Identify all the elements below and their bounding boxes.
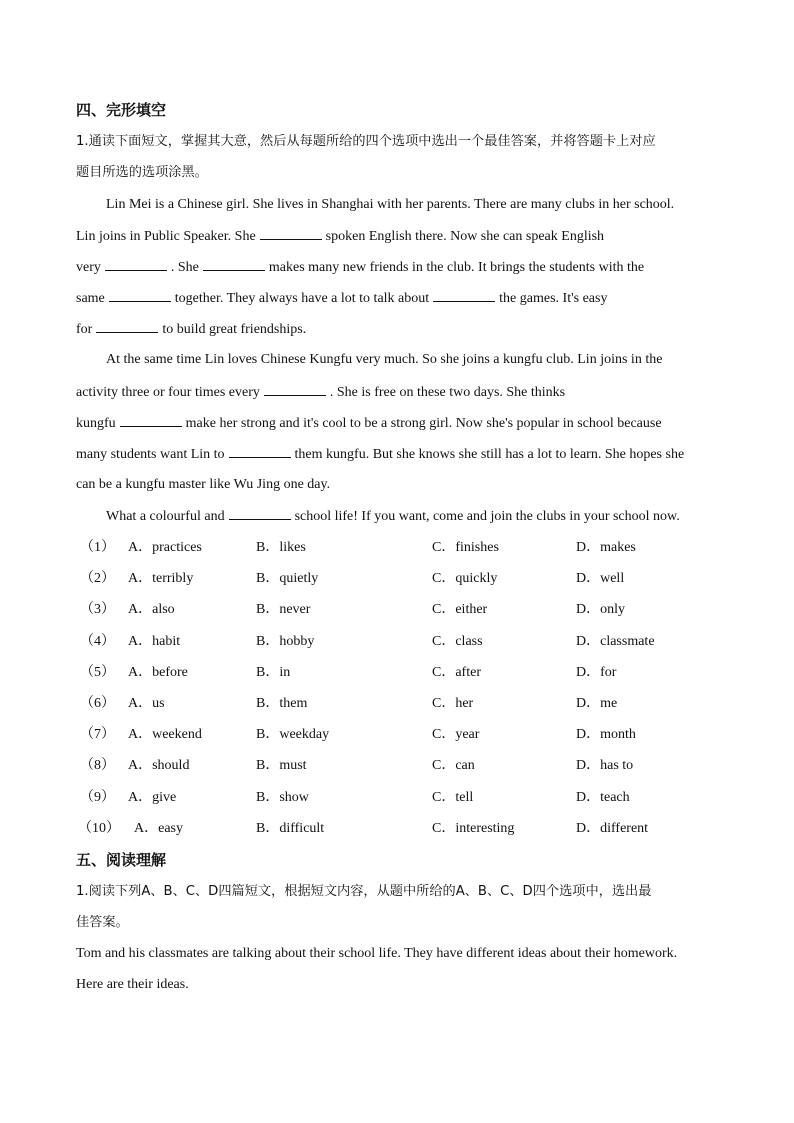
option-c: C．tell xyxy=(432,790,474,805)
passage-line: for to build great friendships. xyxy=(76,322,307,337)
option-a: A．before xyxy=(128,665,188,680)
question-number: （7） xyxy=(80,727,115,742)
option-c: C．can xyxy=(432,758,475,773)
option-d: D．only xyxy=(576,602,625,617)
option-row xyxy=(0,789,794,807)
option-d: D．well xyxy=(576,571,625,586)
option-d: D．makes xyxy=(576,540,636,555)
passage-line: Lin joins in Public Speaker. She spoken English there. Now she can speak English xyxy=(76,229,605,244)
option-b: B．hobby xyxy=(256,634,315,649)
passage-line: can be a kungfu master like Wu Jing one day. xyxy=(76,477,331,492)
option-c: C．interesting xyxy=(432,821,515,836)
option-row xyxy=(0,757,794,775)
option-d: D．classmate xyxy=(576,634,655,649)
option-a: A．terribly xyxy=(128,571,194,586)
passage-line: many students want Lin to them kungfu. But she knows she still has a lot to learn. She hopes she xyxy=(76,447,685,462)
option-b: B．in xyxy=(256,665,291,680)
option-a: A．give xyxy=(128,790,177,805)
reading-intro-line: Here are their ideas. xyxy=(76,977,189,992)
answer-blank xyxy=(264,383,326,396)
option-row xyxy=(0,820,794,838)
option-row xyxy=(0,695,794,713)
option-a: A．should xyxy=(128,758,190,773)
section-five-heading: 五、阅读理解 xyxy=(76,851,167,869)
answer-blank xyxy=(229,507,291,520)
section-five-instruction: 1.阅读下列A、B、C、D四篇短文，根据短文内容，从题中所给的A、B、C、D四个选项中，选出最 xyxy=(76,884,652,899)
passage-line: Lin Mei is a Chinese girl. She lives in Shanghai with her parents. There are many clubs in her school. xyxy=(106,197,675,212)
option-c: C．after xyxy=(432,665,481,680)
option-a: A．habit xyxy=(128,634,181,649)
option-b: B．must xyxy=(256,758,307,773)
section-four-instruction: 1.通读下面短文，掌握其大意，然后从每题所给的四个选项中选出一个最佳答案，并将答题卡上对应 xyxy=(76,134,656,149)
option-b: B．quietly xyxy=(256,571,319,586)
option-row xyxy=(0,726,794,744)
question-number: （9） xyxy=(80,790,115,805)
question-number: （8） xyxy=(80,758,115,773)
question-number: （2） xyxy=(80,571,115,586)
option-row xyxy=(0,570,794,588)
option-b: B．likes xyxy=(256,540,306,555)
passage-line: At the same time Lin loves Chinese Kungfu very much. So she joins a kungfu club. Lin joins in the xyxy=(106,352,663,367)
option-row xyxy=(0,601,794,619)
option-a: A．weekend xyxy=(128,727,202,742)
option-a: A．us xyxy=(128,696,165,711)
answer-blank xyxy=(433,289,495,302)
passage-line: very . She makes many new friends in the club. It brings the students with the xyxy=(76,260,645,275)
question-number: （5） xyxy=(80,665,115,680)
option-b: B．difficult xyxy=(256,821,325,836)
answer-blank xyxy=(120,414,182,427)
option-c: C．her xyxy=(432,696,474,711)
option-row xyxy=(0,633,794,651)
option-a: A．easy xyxy=(134,821,183,836)
reading-intro-line: Tom and his classmates are talking about their school life. They have different ideas about their homework. xyxy=(76,946,678,961)
option-b: B．show xyxy=(256,790,309,805)
option-a: A．practices xyxy=(128,540,202,555)
answer-blank xyxy=(96,320,158,333)
question-number: （4） xyxy=(80,634,115,649)
passage-line: What a colourful and school life! If you want, come and join the clubs in your school now. xyxy=(106,509,680,524)
answer-blank xyxy=(109,289,171,302)
question-number: （3） xyxy=(80,602,115,617)
option-row xyxy=(0,664,794,682)
option-c: C．class xyxy=(432,634,483,649)
option-c: C．finishes xyxy=(432,540,499,555)
option-d: D．has to xyxy=(576,758,634,773)
option-c: C．quickly xyxy=(432,571,498,586)
option-c: C．year xyxy=(432,727,480,742)
option-b: B．them xyxy=(256,696,308,711)
option-d: D．for xyxy=(576,665,617,680)
answer-blank xyxy=(260,227,322,240)
option-d: D．different xyxy=(576,821,649,836)
answer-blank xyxy=(229,445,291,458)
passage-line: activity three or four times every . She is free on these two days. She thinks xyxy=(76,385,566,400)
option-b: B．weekday xyxy=(256,727,330,742)
option-b: B．never xyxy=(256,602,311,617)
option-d: D．month xyxy=(576,727,636,742)
question-number: （6） xyxy=(80,696,115,711)
section-four-heading: 四、完形填空 xyxy=(76,101,167,119)
option-d: D．me xyxy=(576,696,618,711)
answer-blank xyxy=(203,258,265,271)
section-five-instruction-cont: 佳答案。 xyxy=(76,915,129,930)
section-four-instruction-cont: 题目所选的选项涂黑。 xyxy=(76,165,208,180)
question-number: （1） xyxy=(80,540,115,555)
passage-line: kungfu make her strong and it's cool to be a strong girl. Now she's popular in school because xyxy=(76,416,662,431)
option-d: D．teach xyxy=(576,790,630,805)
option-c: C．either xyxy=(432,602,488,617)
option-row xyxy=(0,539,794,557)
option-a: A．also xyxy=(128,602,175,617)
question-number: （10） xyxy=(78,821,120,836)
passage-line: same together. They always have a lot to talk about the games. It's easy xyxy=(76,291,608,306)
answer-blank xyxy=(105,258,167,271)
